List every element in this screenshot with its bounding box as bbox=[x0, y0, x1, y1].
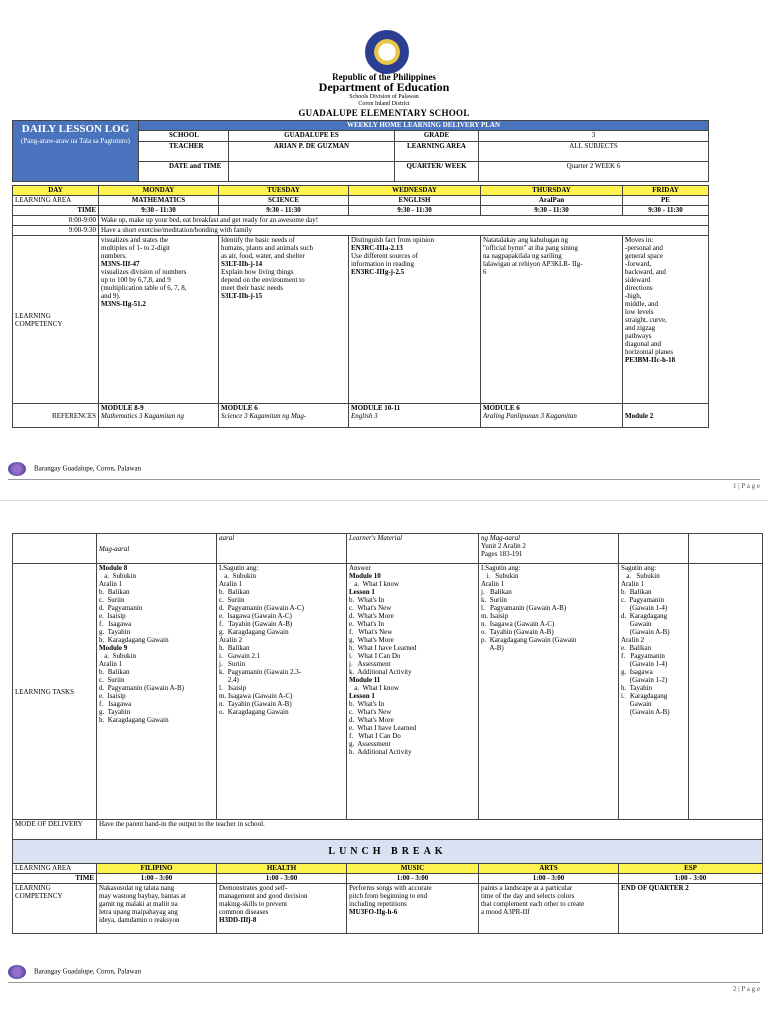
tasks-tue bbox=[217, 564, 347, 820]
cell-line: Lesson 1 bbox=[349, 692, 375, 700]
references-thu: MODULE 6 Araling Panlipunan 3 Kagamitan bbox=[481, 404, 623, 428]
cell-line: f. What I Can Do bbox=[349, 732, 401, 740]
cell-line: straight, curve, bbox=[625, 316, 667, 324]
cell-line: a mood A3PR-IIf bbox=[481, 908, 530, 916]
cell-line: management and good decision bbox=[219, 892, 308, 900]
cell-line: i. What I Can Do bbox=[349, 652, 401, 660]
school-label: SCHOOL bbox=[139, 131, 229, 142]
pm-area-fri: ESP bbox=[619, 864, 763, 874]
cell-line: visualizes division of numbers bbox=[101, 268, 187, 276]
cell-line: b. Balikan bbox=[99, 668, 130, 676]
cell-line: that complement each other to create bbox=[481, 900, 585, 908]
competency-wed bbox=[349, 236, 481, 404]
cell-line: c. Suriin bbox=[99, 596, 125, 604]
lesson-table-page1 bbox=[12, 185, 709, 428]
cell-line: time of the day and selects colors bbox=[481, 892, 575, 900]
cell-line: h. Tayahin bbox=[621, 684, 653, 692]
cell-line: END OF QUARTER 2 bbox=[621, 884, 689, 892]
cell-line: Use different sources of bbox=[351, 252, 418, 260]
cell-line: I.Sagutin ang: bbox=[481, 564, 521, 572]
cell-line: Nakasusulat ng talata nang bbox=[99, 884, 175, 892]
time-mon: 9:30 - 11:30 bbox=[99, 206, 219, 216]
pm-comp-thu bbox=[479, 884, 619, 934]
cell-line: Module 9 bbox=[99, 644, 128, 652]
cell-line: (Gawain 1-4) bbox=[621, 604, 668, 612]
competency-fri bbox=[623, 236, 709, 404]
cell-line: f. Tayahin (Gawain A-B) bbox=[219, 620, 293, 628]
area-row-label: LEARNING AREA bbox=[13, 196, 99, 206]
cell-line: directions bbox=[625, 284, 653, 292]
cell-line: d. Pagyamanin bbox=[99, 604, 143, 612]
schedule-time-1: 8:00-9:00 bbox=[13, 216, 99, 226]
cell-line: d. Pagyamanin (Gawain A-B) bbox=[99, 684, 184, 692]
cell-line: Performs songs with accurate bbox=[349, 884, 432, 892]
cell-line: -personal and bbox=[625, 244, 663, 252]
cell-line: A-B) bbox=[481, 644, 504, 652]
cell-line: (Gawain 1-4) bbox=[621, 660, 668, 668]
cell-line: i. Karagdagang bbox=[621, 692, 668, 700]
cell-line: g. Tayahin bbox=[99, 708, 131, 716]
cell-line: k. Additional Activity bbox=[349, 668, 412, 676]
day-thursday: THURSDAY bbox=[481, 186, 623, 196]
pm-area-tue: HEALTH bbox=[217, 864, 347, 874]
cell-line: b. What's In bbox=[349, 700, 385, 708]
time-tue: 9:30 - 11:30 bbox=[219, 206, 349, 216]
cell-line: b. Balikan bbox=[219, 588, 250, 596]
cell-line: gamit ng malaki at maliit na bbox=[99, 900, 178, 908]
cell-line: Sagutin ang: bbox=[621, 564, 657, 572]
cell-line: Module 11 bbox=[349, 676, 381, 684]
cell-line: h. Karagdagang Gawain bbox=[99, 636, 169, 644]
cell-line: S3LT-IIh-j-15 bbox=[221, 292, 263, 300]
cell-line: backward, and bbox=[625, 268, 666, 276]
school-name: GUADALUPE ELEMENTARY SCHOOL bbox=[298, 108, 470, 118]
cell-line: meet their basic needs bbox=[221, 284, 284, 292]
pm-time-fri: 1:00 - 3:00 bbox=[619, 874, 763, 884]
competency-label: LEARNING COMPETENCY bbox=[13, 236, 99, 404]
cell-line: b. Balikan bbox=[621, 588, 652, 596]
pm-time-label: TIME bbox=[13, 874, 97, 884]
area-value: ALL SUBJECTS bbox=[479, 142, 709, 162]
ref-cont-tue: aaral bbox=[217, 534, 347, 564]
cell-line: j. Balikan bbox=[481, 588, 512, 596]
competency-tue bbox=[219, 236, 349, 404]
cell-line: low levels bbox=[625, 308, 654, 316]
cell-line: EN3RC-IIIa-2.13 bbox=[351, 244, 403, 252]
cell-line: o. Karagdagang Gawain bbox=[219, 708, 289, 716]
cell-line: Aralin 1 bbox=[481, 580, 505, 588]
cell-line: b. What's In bbox=[349, 596, 385, 604]
cell-line: general space bbox=[625, 252, 663, 260]
teacher-value: ARIAN P. DE GUZMAN bbox=[229, 142, 395, 162]
competency-mon bbox=[99, 236, 219, 404]
area-fri: PE bbox=[623, 196, 709, 206]
cell-line: pitch from beginning to end bbox=[349, 892, 428, 900]
cell-line: horizontal planes bbox=[625, 348, 674, 356]
cell-line: Yunit 2 Aralin 2 bbox=[481, 542, 526, 550]
cell-line: humans, plants and animals such bbox=[221, 244, 313, 252]
pm-time-mon: 1:00 - 3:00 bbox=[97, 874, 217, 884]
footer-divider-2 bbox=[8, 982, 760, 983]
cell-line: e. Isagawa (Gawain A-C) bbox=[219, 612, 292, 620]
area-thu: AralPan bbox=[481, 196, 623, 206]
lesson-table-page2 bbox=[12, 533, 763, 934]
cell-line: (Gawain 1-2) bbox=[621, 676, 668, 684]
school-logo-icon bbox=[8, 965, 26, 979]
cell-line: f. What's New bbox=[349, 628, 393, 636]
cell-line: n. Tayahin (Gawain A-B) bbox=[219, 700, 292, 708]
cell-line: M3NS-IIg-51.2 bbox=[101, 300, 146, 308]
cell-line: "official hymn" at iba pang sining bbox=[483, 244, 578, 252]
pm-time-thu: 1:00 - 3:00 bbox=[479, 874, 619, 884]
cell-line: Aralin 1 bbox=[621, 580, 645, 588]
cell-line: a. Subukin bbox=[621, 572, 660, 580]
cell-line: (Gawain A-B) bbox=[621, 708, 670, 716]
cell-line: d. What's More bbox=[349, 612, 394, 620]
cell-line: middle, and bbox=[625, 300, 659, 308]
school-value: GUADALUPE ES bbox=[229, 131, 395, 142]
tasks-label: LEARNING TASKS bbox=[13, 564, 97, 820]
dll-title-cell: DAILY LESSON LOG (Pang-araw-araw na Tala sa Pagtuturo) bbox=[13, 121, 139, 182]
cell-line: h. What I have Learned bbox=[349, 644, 417, 652]
cell-line: g. What's More bbox=[349, 636, 394, 644]
cell-line: H3DD-IIfj-8 bbox=[219, 916, 257, 924]
cell-line: Aralin 1 bbox=[219, 580, 243, 588]
cell-line: h. Additional Activity bbox=[349, 748, 412, 756]
cell-line: l. Pagyamanin (Gawain A-B) bbox=[481, 604, 567, 612]
ref-cont-thu bbox=[479, 534, 619, 564]
cell-line: common diseases bbox=[219, 908, 269, 916]
school-logo-icon bbox=[8, 462, 26, 476]
division-text: Schools Division of Palawan bbox=[349, 94, 419, 100]
ref-cont-wed: Learner's Material bbox=[347, 534, 479, 564]
pm-area-wed: MUSIC bbox=[347, 864, 479, 874]
cell-line: ideya, damdamin o reaksyon bbox=[99, 916, 180, 924]
cell-line: letra upang maipahayag ang bbox=[99, 908, 178, 916]
cell-line: making-skills to prevent bbox=[219, 900, 288, 908]
cell-line: (Gawain A-B) bbox=[621, 628, 670, 636]
cell-line: MU3FO-IIg-h-6 bbox=[349, 908, 398, 916]
cell-line: as air, food, water, and shelter bbox=[221, 252, 305, 260]
district-text: Coron Inland District bbox=[358, 101, 410, 107]
cell-line: numbers. bbox=[101, 252, 127, 260]
cell-line: ng Mag-aaral bbox=[481, 534, 521, 542]
cell-line: Moves in: bbox=[625, 236, 654, 244]
cell-line: c. Pagyamanin bbox=[621, 596, 664, 604]
mode-text: Have the parent hand-in the output to the teacher in school. bbox=[97, 820, 763, 840]
plan-title: WEEKLY HOME LEARNING DELIVERY PLAN bbox=[139, 121, 709, 131]
cell-line: Explain how living things bbox=[221, 268, 294, 276]
quarter-value: Quarter 2 WEEK 6 bbox=[479, 162, 709, 182]
area-mon: MATHEMATICS bbox=[99, 196, 219, 206]
cell-line: h. Karagdagang Gawain bbox=[99, 716, 169, 724]
cell-line: Demonstrates good self- bbox=[219, 884, 288, 892]
cell-line: na nagpapakilala ng sariling bbox=[483, 252, 562, 260]
cell-line: diagonal and bbox=[625, 340, 661, 348]
cell-line: Module 8 bbox=[99, 564, 128, 572]
cell-line: Aralin 1 bbox=[99, 580, 123, 588]
cell-line: M3NS-IIf-47 bbox=[101, 260, 140, 268]
cell-line: g. Assessment bbox=[349, 740, 391, 748]
teacher-label: TEACHER bbox=[139, 142, 229, 162]
cell-line: e. What I have Learned bbox=[349, 724, 417, 732]
cell-line: sideward bbox=[625, 276, 651, 284]
cell-line: depend on the environment to bbox=[221, 276, 305, 284]
day-wednesday: WEDNESDAY bbox=[349, 186, 481, 196]
cell-line: l. Isaisip bbox=[219, 684, 247, 692]
department-title: Department of Education bbox=[318, 80, 450, 94]
day-tuesday: TUESDAY bbox=[219, 186, 349, 196]
schedule-time-2: 9:00-9:30 bbox=[13, 226, 99, 236]
cell-line: Aralin 2 bbox=[219, 636, 243, 644]
tasks-mon bbox=[97, 564, 217, 820]
cell-line: d. Pagyamanin (Gawain A-C) bbox=[219, 604, 304, 612]
deped-seal-icon bbox=[365, 30, 409, 74]
ref-cont-label bbox=[13, 534, 97, 564]
cell-line: g. Tayahin bbox=[99, 628, 131, 636]
cell-line: e. What's In bbox=[349, 620, 384, 628]
cell-line: a. Subukin bbox=[219, 572, 256, 580]
area-label: LEARNING AREA bbox=[395, 142, 479, 162]
ref-cont-fri bbox=[619, 534, 689, 564]
cell-line: c. What's New bbox=[349, 708, 392, 716]
area-wed: ENGLISH bbox=[349, 196, 481, 206]
tasks-wed bbox=[347, 564, 479, 820]
cell-line: k. Suriin bbox=[481, 596, 507, 604]
cell-line: (multiplication table of 6, 7, 8, bbox=[101, 284, 187, 292]
cell-line: pathways bbox=[625, 332, 652, 340]
cell-line: Answer bbox=[349, 564, 371, 572]
cell-line: -high, bbox=[625, 292, 642, 300]
references-wed: MODULE 10-11 English 3 bbox=[349, 404, 481, 428]
cell-line: i. Gawain 2.1 bbox=[219, 652, 261, 660]
cell-line: c. Suriin bbox=[219, 596, 245, 604]
page-1 bbox=[0, 0, 768, 500]
cell-line: and zigzag bbox=[625, 324, 656, 332]
cell-line: Distinguish fact from opinion bbox=[351, 236, 435, 244]
cell-line: Identify the basic needs of bbox=[221, 236, 295, 244]
pm-comp-mon bbox=[97, 884, 217, 934]
references-mon: MODULE 8-9 Mathematics 3 Kagamitan ng bbox=[99, 404, 219, 428]
cell-line: g. Karagdagang Gawain bbox=[219, 628, 289, 636]
cell-line: m. Isaisip bbox=[481, 612, 509, 620]
pm-comp-fri bbox=[619, 884, 763, 934]
republic-text: Republic of the Philippines bbox=[332, 72, 436, 82]
competency-thu bbox=[481, 236, 623, 404]
cell-line: I.Sagutin ang: bbox=[219, 564, 259, 572]
cell-line: EN3RC-IIIg-j-2.5 bbox=[351, 268, 405, 276]
references-tue: MODULE 6 Science 3 Kagamitan ng Mag- bbox=[219, 404, 349, 428]
cell-line: visualizes and states the bbox=[101, 236, 169, 244]
cell-line: j. Suriin bbox=[219, 660, 246, 668]
pm-area-label: LEARNING AREA bbox=[13, 864, 97, 874]
cell-line: m. Isagawa (Gawain A-C) bbox=[219, 692, 293, 700]
cell-line: 6 bbox=[483, 268, 487, 276]
cell-line: e. Isaisip bbox=[99, 612, 126, 620]
cell-line: d. Karagdagang bbox=[621, 612, 668, 620]
cell-line: a. Subukin bbox=[99, 572, 136, 580]
page-number-2: 2 | P a g e bbox=[733, 985, 760, 993]
cell-line: and 9). bbox=[101, 292, 121, 300]
footer-address: Barangay Guadalupe, Coron, Palawan bbox=[8, 462, 141, 476]
cell-line: Gawain bbox=[621, 620, 652, 628]
time-fri: 9:30 - 11:30 bbox=[623, 206, 709, 216]
cell-line: Aralin 1 bbox=[99, 660, 123, 668]
schedule-text-1: Wake up, make up your bed, eat breakfast and get ready for an awesome day! bbox=[99, 216, 709, 226]
cell-line: e. Balikan bbox=[621, 644, 652, 652]
day-monday: MONDAY bbox=[99, 186, 219, 196]
cell-line: c. Suriin bbox=[99, 676, 125, 684]
cell-line: c. What's New bbox=[349, 604, 392, 612]
time-thu: 9:30 - 11:30 bbox=[481, 206, 623, 216]
date-value bbox=[229, 162, 395, 182]
references-fri: Module 2 bbox=[623, 404, 709, 428]
cell-line: a. Subukin bbox=[99, 652, 136, 660]
time-wed: 9:30 - 11:30 bbox=[349, 206, 481, 216]
pm-comp-tue bbox=[217, 884, 347, 934]
page-2 bbox=[0, 500, 768, 1025]
cell-line: i. Subukin bbox=[481, 572, 519, 580]
lunch-break: LUNCH BREAK bbox=[13, 840, 763, 864]
tasks-extra bbox=[689, 564, 763, 820]
pm-area-mon: FILIPINO bbox=[97, 864, 217, 874]
grade-value: 3 bbox=[479, 131, 709, 142]
tasks-thu bbox=[479, 564, 619, 820]
cell-line: a. What I know bbox=[349, 684, 400, 692]
dll-header-table bbox=[12, 120, 709, 182]
footer-divider bbox=[8, 479, 760, 480]
schedule-text-2: Have a short exercise/meditation/bonding with family bbox=[99, 226, 709, 236]
cell-line: multiples of 1- to 2-digit bbox=[101, 244, 170, 252]
pm-comp-label: LEARNING COMPETENCY bbox=[13, 884, 97, 934]
day-friday: FRIDAY bbox=[623, 186, 709, 196]
cell-line: 2.4) bbox=[219, 676, 239, 684]
mode-label: MODE OF DELIVERY bbox=[13, 820, 97, 840]
page-number-1: 1 | P a g e bbox=[733, 482, 760, 490]
area-tue: SCIENCE bbox=[219, 196, 349, 206]
cell-line: paints a landscape at a particular bbox=[481, 884, 573, 892]
cell-line: e. Isaisip bbox=[99, 692, 126, 700]
grade-label: GRADE bbox=[395, 131, 479, 142]
cell-line: lalawigan at rehiyon AP3KLR- IIg- bbox=[483, 260, 583, 268]
ref-cont-extra bbox=[689, 534, 763, 564]
cell-line: Aralin 2 bbox=[621, 636, 645, 644]
cell-line: including repetitions bbox=[349, 900, 407, 908]
cell-line: information in reading bbox=[351, 260, 414, 268]
cell-line: n. Isagawa (Gawain A-C) bbox=[481, 620, 555, 628]
cell-line: o. Tayahin (Gawain A-B) bbox=[481, 628, 554, 636]
references-label: REFERENCES bbox=[13, 404, 99, 428]
cell-line: b. Balikan bbox=[99, 588, 130, 596]
cell-line: Natatalakay ang kahulugan ng bbox=[483, 236, 568, 244]
cell-line: f. Pagyamanin bbox=[621, 652, 665, 660]
cell-line: Lesson 1 bbox=[349, 588, 375, 596]
pm-comp-wed bbox=[347, 884, 479, 934]
cell-line: Gawain bbox=[621, 700, 652, 708]
pm-time-tue: 1:00 - 3:00 bbox=[217, 874, 347, 884]
time-row-label: TIME bbox=[13, 206, 99, 216]
cell-line: S3LT-IIh-j-14 bbox=[221, 260, 263, 268]
pm-area-thu: ARTS bbox=[479, 864, 619, 874]
tasks-fri bbox=[619, 564, 689, 820]
cell-line: g. Isagawa bbox=[621, 668, 653, 676]
quarter-label: QUARTER/ WEEK bbox=[395, 162, 479, 182]
cell-line: PE3BM-IIc-h-18 bbox=[625, 356, 676, 364]
cell-line: f. Isagawa bbox=[99, 620, 132, 628]
pm-time-wed: 1:00 - 3:00 bbox=[347, 874, 479, 884]
cell-line: h. Balikan bbox=[219, 644, 250, 652]
cell-line: d. What's More bbox=[349, 716, 394, 724]
cell-line: k. Pagyamanin (Gawain 2.3- bbox=[219, 668, 302, 676]
day-header: DAY bbox=[13, 186, 99, 196]
cell-line: may wastong baybay, bantas at bbox=[99, 892, 186, 900]
cell-line: -forward, bbox=[625, 260, 652, 268]
cell-line: up to 100 by 6,7,8, and 9 bbox=[101, 276, 171, 284]
date-label: DATE and TIME bbox=[139, 162, 229, 182]
cell-line: Pages 183-191 bbox=[481, 550, 523, 558]
cell-line: p. Karagdagang Gawain (Gawain bbox=[481, 636, 577, 644]
ref-cont-mon: Mag-aaral bbox=[97, 534, 217, 564]
cell-line: a. What I know bbox=[349, 580, 400, 588]
cell-line: j. Assessment bbox=[349, 660, 391, 668]
footer-address-2: Barangay Guadalupe, Coron, Palawan bbox=[8, 965, 141, 979]
cell-line: Module 10 bbox=[349, 572, 381, 580]
cell-line: f. Isagawa bbox=[99, 700, 132, 708]
